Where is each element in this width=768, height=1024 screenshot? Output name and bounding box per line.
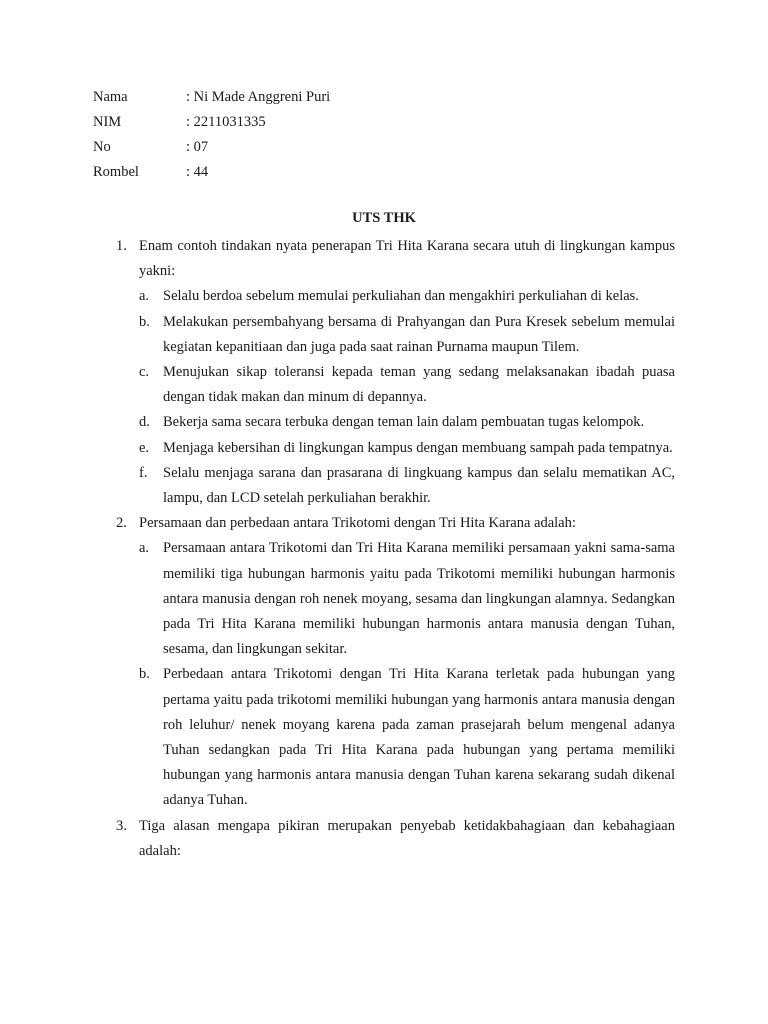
item-text: Selalu berdoa sebelum memulai perkuliahan dan mengakhiri perkuliahan di kelas. (163, 288, 639, 305)
question-number: 2. (116, 515, 127, 532)
item-marker: e. (139, 439, 150, 456)
info-value: : 2211031335 (186, 114, 266, 130)
question-1 (93, 234, 675, 511)
question-number: 3. (116, 817, 127, 834)
item-marker: b. (139, 313, 150, 330)
item-marker: a. (139, 288, 150, 305)
item-text: Melakukan persembahyang bersama di Prahyangan dan Pura Kresek sebelum memulai kegiatan kepanitiaan dan juga pada saat rainan Purnama maupun Tilem. (163, 313, 675, 355)
info-label: Nama (93, 89, 128, 105)
question-2 (93, 511, 675, 813)
info-row-nim (93, 111, 330, 136)
item-marker: b. (139, 666, 150, 683)
answer-item (139, 284, 675, 309)
info-row-no (93, 136, 330, 161)
info-row-nama (93, 86, 330, 111)
question-3 (93, 814, 675, 864)
info-label: NIM (93, 114, 122, 130)
document-title: UTS THK (352, 210, 416, 226)
question-text: Enam contoh tindakan nyata penerapan Tri Hita Karana secara utuh di lingkungan kampus yakni: (139, 238, 675, 280)
item-text: Persamaan antara Trikotomi dan Tri Hita Karana memiliki persamaan yakni sama-sama memiliki tiga hubungan harmonis yaitu pada Trikotomi memiliki hubungan harmonis antara manusia dengan roh nenek moyang, sesama dan lingkungan alamnya. Sedangkan pada Tri Hita Karana memiliki hubungan harmonis antara manusia dengan Tuhan, sesama, dan lingkungan sekitar. (163, 540, 675, 658)
item-text: Selalu menjaga sarana dan prasarana di lingkuang kampus dan selalu mematikan AC, lampu, dan LCD setelah perkuliahan berakhir. (163, 464, 675, 507)
item-marker: a. (139, 540, 150, 557)
item-text: Menjaga kebersihan di lingkungan kampus dengan membuang sampah pada tempatnya. (163, 439, 673, 456)
question-text: Persamaan dan perbedaan antara Trikotomi dengan Tri Hita Karana adalah: (139, 515, 576, 532)
item-text: Perbedaan antara Trikotomi dengan Tri Hita Karana terletak pada hubungan yang pertama yaitu pada trikotomi memiliki hubungan yang harmonis antara manusia dengan roh leluhur/ nenek moyang karena pada zaman prasejarah belum mengenal adanya Tuhan sedangkan pada Tri Hita Karana pada hubungan yang pertama memiliki hubungan yang harmonis antara manusia dengan Tuhan karena sekarang sudah dikenal adanya Tuhan. (163, 666, 675, 809)
question-number: 1. (116, 238, 127, 254)
item-text: Menujukan sikap toleransi kepada teman yang sedang melaksanakan ibadah puasa dengan tidak makan dan minum di depannya. (163, 364, 675, 406)
info-value: : 07 (186, 139, 209, 155)
item-marker: c. (139, 364, 150, 381)
question-list (93, 234, 675, 864)
answer-item (139, 436, 675, 461)
answer-item (139, 461, 675, 511)
item-marker: f. (139, 464, 148, 481)
item-text: Bekerja sama secara terbuka dengan teman lain dalam pembuatan tugas kelompok. (163, 414, 645, 431)
info-label: No (93, 139, 111, 155)
info-value: : Ni Made Anggreni Puri (186, 89, 331, 105)
item-marker: d. (139, 414, 150, 431)
info-value: : 44 (186, 164, 209, 180)
student-info (93, 86, 330, 186)
answer-item (139, 310, 675, 360)
info-row-rombel (93, 161, 330, 186)
answer-item (139, 662, 675, 813)
info-label: Rombel (93, 164, 139, 180)
answer-item (139, 536, 675, 662)
answer-item (139, 360, 675, 410)
question-text: Tiga alasan mengapa pikiran merupakan penyebab ketidakbahagiaan dan kebahagiaan adalah: (139, 817, 675, 859)
answer-item (139, 410, 675, 435)
